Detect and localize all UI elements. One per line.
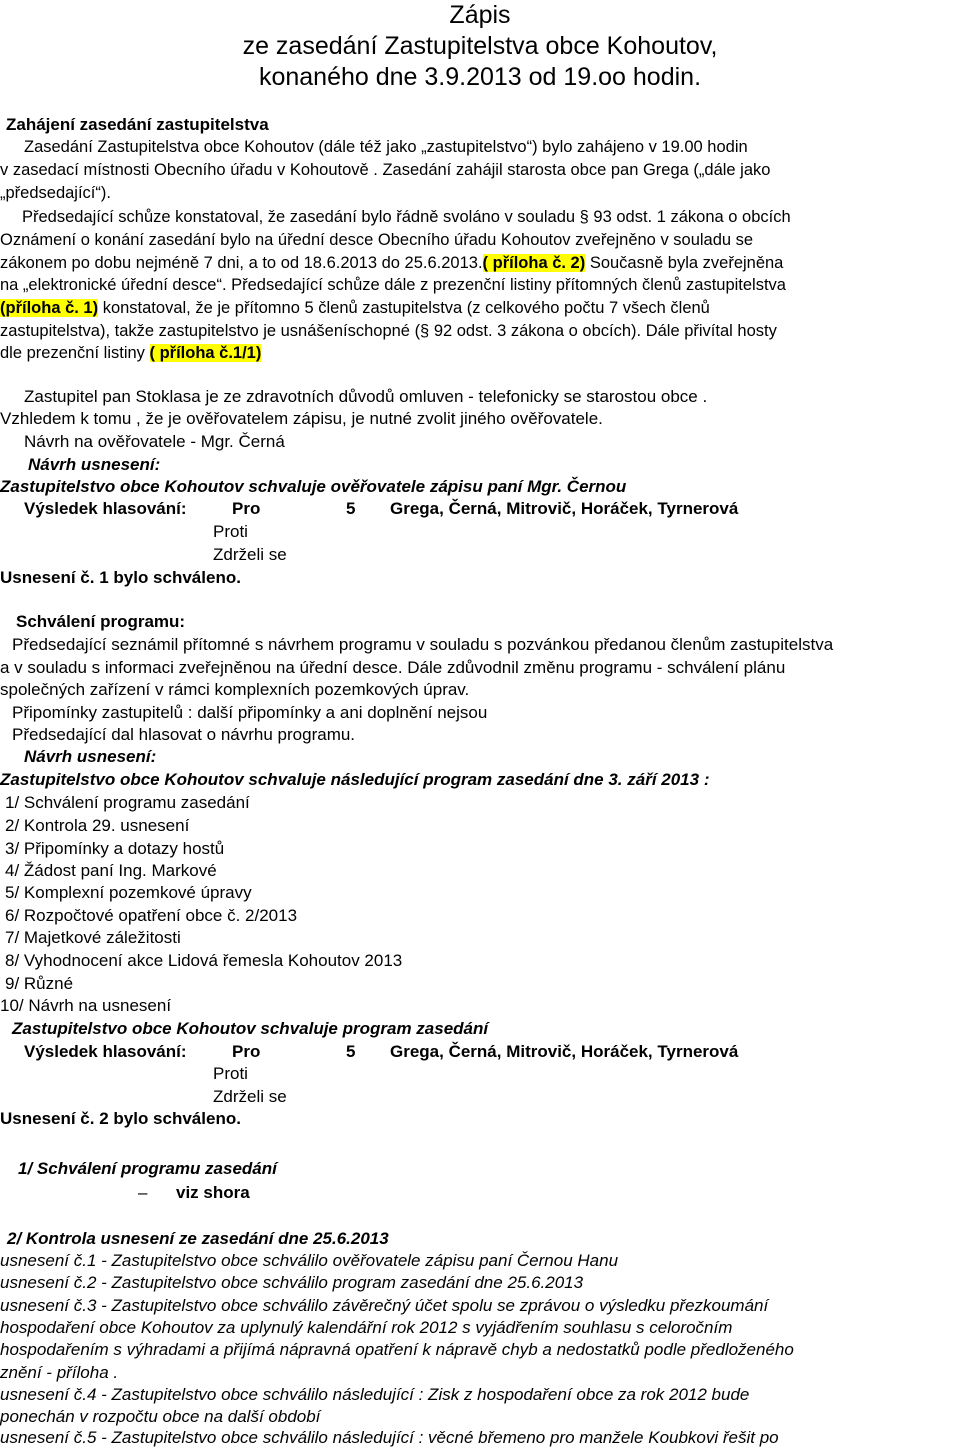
proposal-label: Návrh usnesení: <box>24 747 157 766</box>
proposal-label: Návrh usnesení: <box>28 455 161 474</box>
program-line: Předsedající dal hlasovat o návrhu programu. <box>12 725 356 744</box>
program-line: společných zařízení v rámci komplexních pozemkových úprav. <box>0 680 470 699</box>
vote-abstained: Zdrželi se <box>213 545 287 564</box>
section1-text: viz shora <box>176 1183 250 1202</box>
opening-text: Současně byla zveřejněna <box>585 254 784 272</box>
vote-pro-names: Grega, Černá, Mitrovič, Horáček, Tyrnerová <box>390 1042 739 1061</box>
resolution-text: Zastupitelstvo obce Kohoutov schvaluje program zasedání <box>12 1019 489 1038</box>
verifier-line: Vzhledem k tomu , že je ověřovatelem zápisu, je nutné zvolit jiného ověřovatele. <box>0 409 603 428</box>
program-line: Připomínky zastupitelů : další připomínky a ani doplnění nejsou <box>12 703 488 722</box>
opening-line: „předsedající“). <box>0 184 111 202</box>
program-line: Předsedající seznámil přítomné s návrhem programu v souladu s pozvánkou předanou členům zastupitelstva <box>12 635 834 654</box>
opening-line: v zasedací místnosti Obecního úřadu v Kohoutově . Zasedání zahájil starosta obce pan Grega („dále jako <box>0 161 771 179</box>
vote-pro-count: 5 <box>346 1042 356 1061</box>
vote-abstained: Zdrželi se <box>213 1087 287 1106</box>
opening-text: zákonem po dobu nejméně 7 dni, a to od 18.6.2013 do 25.6.2013. <box>0 254 483 272</box>
opening-heading: Zahájení zasedání zastupitelstva <box>6 115 269 134</box>
section2-heading: 2/ Kontrola usnesení ze zasedání dne 25.6.2013 <box>7 1229 389 1248</box>
program-item: 6/ Rozpočtové opatření obce č. 2/2013 <box>5 906 298 925</box>
program-item: 8/ Vyhodnocení akce Lidová řemesla Kohoutov 2013 <box>5 951 403 970</box>
vote-pro-label: Pro <box>232 499 261 518</box>
resolution-result: Usnesení č. 2 bylo schváleno. <box>0 1109 241 1128</box>
opening-line: Zasedání Zastupitelstva obce Kohoutov (dále též jako „zastupitelstvo“) bylo zahájeno v 19.00 hodin <box>24 138 748 156</box>
program-item: 10/ Návrh na usnesení <box>0 996 172 1015</box>
document-title-line2: ze zasedání Zastupitelstva obce Kohoutov, <box>242 32 718 60</box>
opening-line: Oznámení o konání zasedání bylo na úřední desce Obecního úřadu Kohoutov zveřejněno v souladu se <box>0 231 754 249</box>
opening-text: dle prezenční listiny <box>0 344 150 362</box>
resolution-list-line: usnesení č.1 - Zastupitelstvo obce schválilo ověřovatele zápisu paní Černou Hanu <box>0 1251 619 1270</box>
program-item: 3/ Připomínky a dotazy hostů <box>5 839 225 858</box>
document-title: Zápis <box>449 1 511 29</box>
program-item: 5/ Komplexní pozemkové úpravy <box>5 883 252 902</box>
opening-line: zastupitelstva), takže zastupitelstvo je usnášeníschopné (§ 92 odst. 3 zákona o obcích). Dále přivítal hosty <box>0 322 777 340</box>
verifier-line: Zastupitel pan Stoklasa je ze zdravotních důvodů omluven - telefonicky se starostou obce . <box>24 387 708 406</box>
resolution-list-line: usnesení č.2 - Zastupitelstvo obce schválilo program zasedání dne 25.6.2013 <box>0 1273 584 1292</box>
program-line: a v souladu s informaci zveřejněnou na úřední desce. Dále zdůvodnil změnu programu - schválení plánu <box>0 658 786 677</box>
opening-line: na „elektronické úřední desce“. Předsedající schůze dále z prezenční listiny přítomných členů zastupitelstva <box>0 276 786 294</box>
resolution-list-line: usnesení č.4 - Zastupitelstvo obce schválilo následující : Zisk z hospodaření obce za rok 2012 bude <box>0 1385 750 1404</box>
resolution-list-line: ponechán v rozpočtu obce na další období <box>0 1407 321 1426</box>
resolution-list-line: hospodaření obce Kohoutov za uplynulý kalendářní rok 2012 s vyjádřením souhlasu s celoročním <box>0 1318 733 1337</box>
vote-against: Proti <box>213 522 248 541</box>
program-item: 4/ Žádost paní Ing. Markové <box>5 861 217 880</box>
resolution-text: Zastupitelstvo obce Kohoutov schvaluje následující program zasedání dne 3. září 2013 : <box>0 770 710 789</box>
vote-pro-label: Pro <box>232 1042 261 1061</box>
vote-pro-count: 5 <box>346 499 356 518</box>
resolution-list-line: hospodařením s výhradami a přijímá nápravná opatření k nápravě chyb a nedostatků podle předloženého <box>0 1340 794 1359</box>
resolution-list-line: znění - příloha . <box>0 1363 119 1382</box>
opening-line <box>0 342 261 364</box>
opening-line <box>0 297 710 319</box>
vote-pro-names: Grega, Černá, Mitrovič, Horáček, Tyrnerová <box>390 499 739 518</box>
vote-label: Výsledek hlasování: <box>24 1042 187 1061</box>
verifier-line: Návrh na ověřovatele - Mgr. Černá <box>24 432 285 451</box>
resolution-result: Usnesení č. 1 bylo schváleno. <box>0 568 241 587</box>
opening-text: konstatoval, že je přítomno 5 členů zastupitelstva (z celkového počtu 7 všech členů <box>98 299 710 317</box>
resolution-list-line: usnesení č.5 - Zastupitelstvo obce schválilo následující : věcné břemeno pro manžele Koubkovi řešit po <box>0 1428 779 1447</box>
program-item: 1/ Schválení programu zasedání <box>5 793 250 812</box>
program-heading: Schválení programu: <box>16 612 186 631</box>
attachment-reference: ( příloha č.1/1) <box>149 344 262 362</box>
resolution-text: Zastupitelstvo obce Kohoutov schvaluje ověřovatele zápisu paní Mgr. Černou <box>0 477 627 496</box>
vote-label: Výsledek hlasování: <box>24 499 187 518</box>
opening-line: Předsedající schůze konstatoval, že zasedání bylo řádně svoláno v souladu § 93 odst. 1 zákona o obcích <box>22 208 791 226</box>
program-item: 2/ Kontrola 29. usnesení <box>5 816 190 835</box>
attachment-reference: (příloha č. 1) <box>0 299 99 317</box>
section1-heading: 1/ Schválení programu zasedání <box>18 1159 277 1178</box>
list-dash: – <box>138 1183 148 1202</box>
program-item: 7/ Majetkové záležitosti <box>5 928 181 947</box>
program-item: 9/ Různé <box>5 974 74 993</box>
vote-against: Proti <box>213 1064 248 1083</box>
document-title-line3: konaného dne 3.9.2013 od 19.oo hodin. <box>258 63 702 91</box>
attachment-reference: ( příloha č. 2) <box>482 254 586 272</box>
resolution-list-line: usnesení č.3 - Zastupitelstvo obce schválilo závěrečný účet spolu se zprávou o výsledku přezkoumání <box>0 1296 769 1315</box>
opening-line <box>0 252 783 274</box>
